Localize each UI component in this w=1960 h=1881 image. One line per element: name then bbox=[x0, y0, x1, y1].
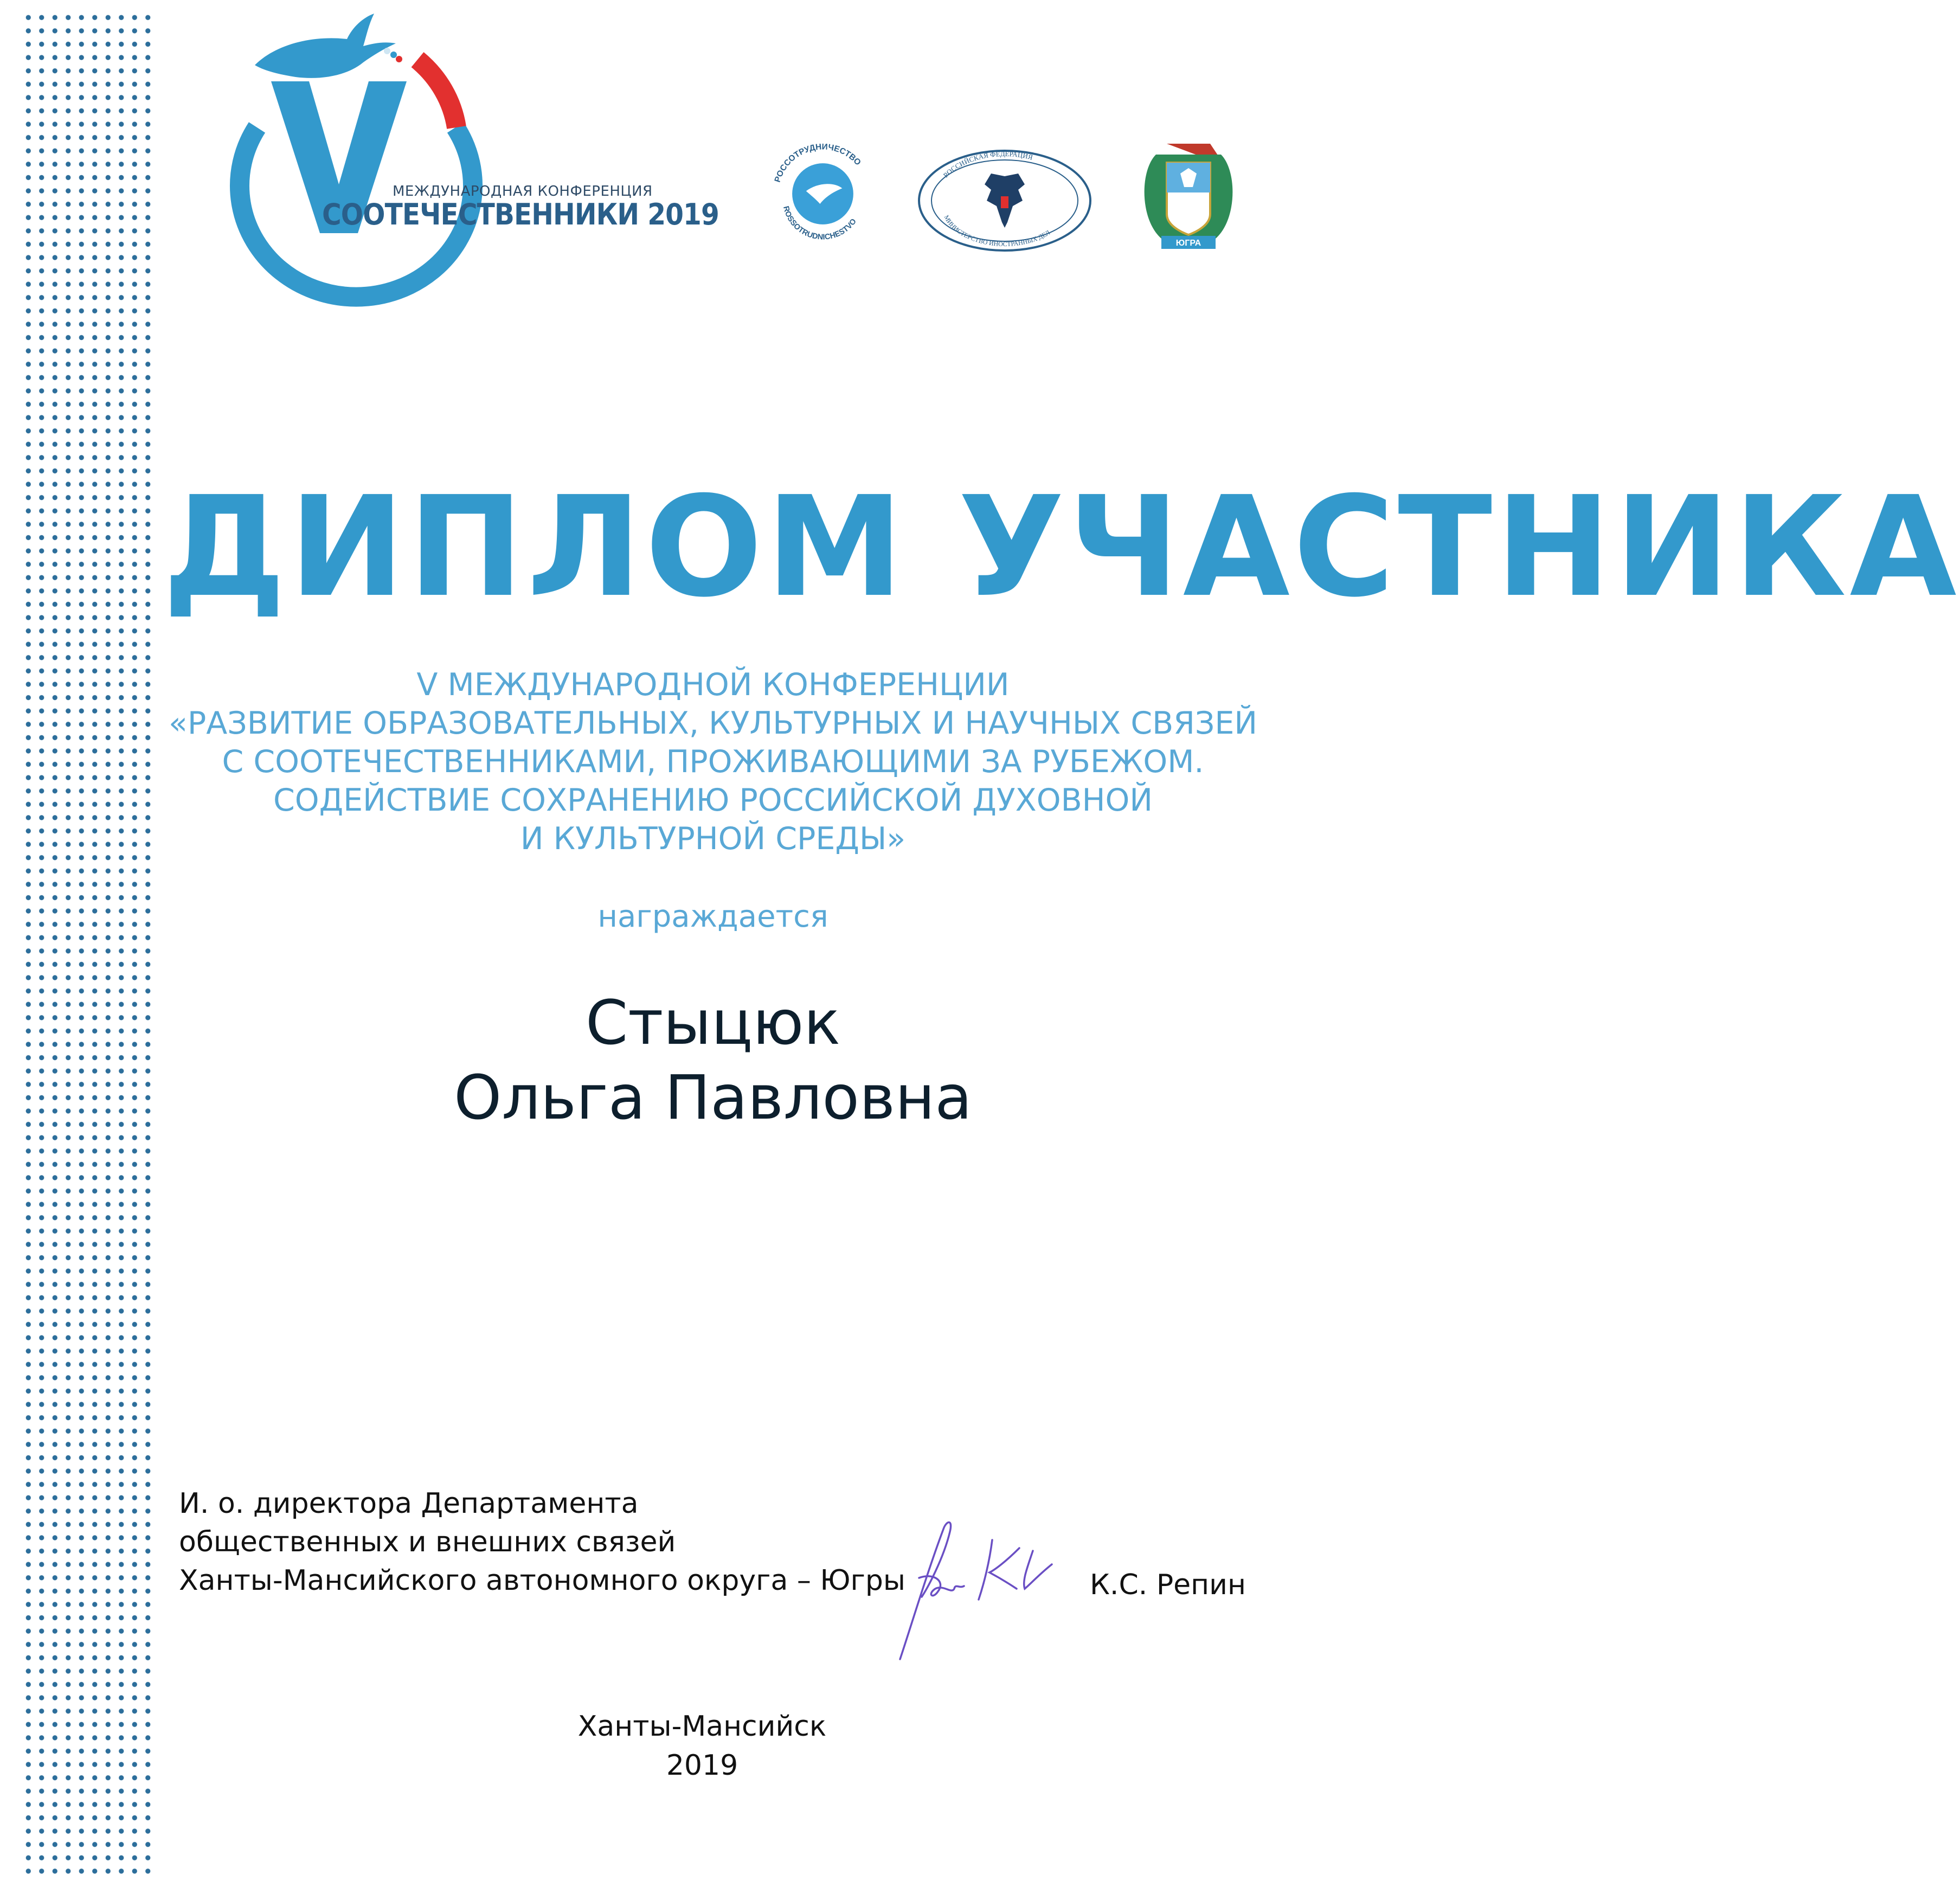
signer-position bbox=[179, 1485, 905, 1600]
city: Ханты-Мансийск bbox=[577, 1710, 827, 1743]
rossotrudnichestvo-logo bbox=[767, 138, 878, 249]
ugra-coat-of-arms bbox=[1134, 138, 1243, 255]
dotted-border-pattern bbox=[22, 11, 152, 1876]
conference-caption-big: СООТЕЧЕСТВЕННИКИ 2019 bbox=[322, 197, 719, 232]
mid-logo bbox=[915, 146, 1094, 255]
svg-text:МИНИСТЕРСТВО ИНОСТРАННЫХ ДЕЛ: МИНИСТЕРСТВО ИНОСТРАННЫХ ДЕЛ bbox=[942, 214, 1052, 248]
mid-double-headed-eagle-icon bbox=[985, 174, 1025, 228]
handwritten-signature bbox=[889, 1507, 1074, 1670]
recipient-name bbox=[163, 986, 1263, 1135]
recipient-surname: Стыцюк bbox=[585, 988, 841, 1058]
diploma-title: ДИПЛОМ УЧАСТНИКА bbox=[163, 467, 1960, 628]
svg-text:ROSSOTRUDNICHESTVO: ROSSOTRUDNICHESTVO bbox=[781, 205, 858, 242]
subtitle-line: «РАЗВИТИЕ ОБРАЗОВАТЕЛЬНЫХ, КУЛЬТУРНЫХ И НАУЧНЫХ СВЯЗЕЙ bbox=[168, 705, 1258, 741]
svg-text:РОССОТРУДНИЧЕСТВО: РОССОТРУДНИЧЕСТВО bbox=[773, 142, 863, 184]
dove-icon bbox=[255, 14, 402, 78]
conference-caption-small: МЕЖДУНАРОДНАЯ КОНФЕРЕНЦИЯ bbox=[393, 183, 653, 200]
signer-name: К.С. Репин bbox=[1090, 1569, 1246, 1601]
subtitle-line: V МЕЖДУНАРОДНОЙ КОНФЕРЕНЦИИ bbox=[416, 667, 1010, 703]
awarded-text: награждается bbox=[597, 899, 828, 934]
signer-position-line: И. о. директора Департамента bbox=[179, 1487, 639, 1520]
recipient-given-names: Ольга Павловна bbox=[454, 1063, 972, 1133]
conference-logo bbox=[201, 5, 618, 279]
v-emblem-icon bbox=[240, 60, 473, 297]
svg-text:ЮГРА: ЮГРА bbox=[1175, 239, 1201, 248]
subtitle-line: С СООТЕЧЕСТВЕННИКАМИ, ПРОЖИВАЮЩИМИ ЗА РУБЕЖОМ. bbox=[222, 744, 1204, 780]
conference-subtitle bbox=[163, 666, 1263, 858]
svg-text:РОССИЙСКАЯ ФЕДЕРАЦИЯ: РОССИЙСКАЯ ФЕДЕРАЦИЯ bbox=[941, 149, 1034, 179]
subtitle-line: И КУЛЬТУРНОЙ СРЕДЫ» bbox=[520, 821, 906, 857]
signer-position-line: Ханты-Мансийского автономного округа – Югры bbox=[179, 1564, 905, 1597]
place-and-year bbox=[163, 1707, 1242, 1785]
year: 2019 bbox=[666, 1749, 738, 1782]
signer-position-line: общественных и внешних связей bbox=[179, 1526, 676, 1558]
subtitle-line: СОДЕЙСТВИЕ СОХРАНЕНИЮ РОССИЙСКОЙ ДУХОВНОЙ bbox=[273, 782, 1153, 818]
